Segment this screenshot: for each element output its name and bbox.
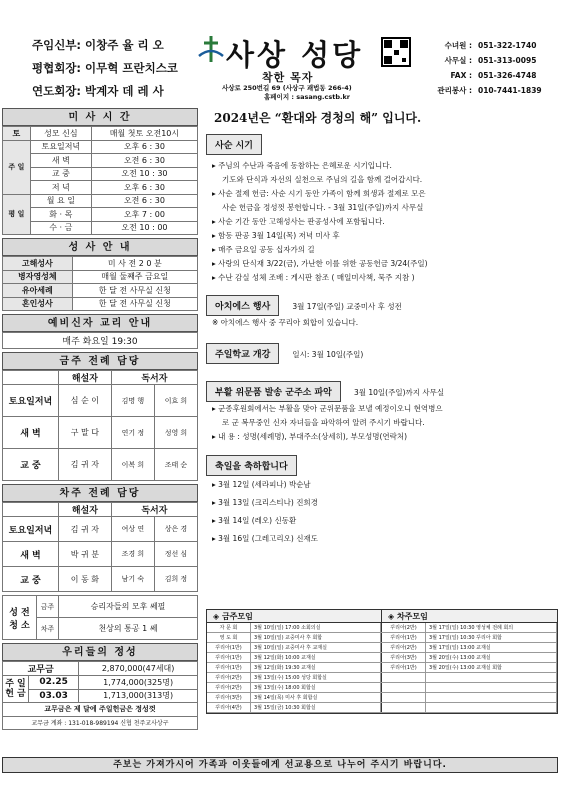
table-row — [207, 663, 557, 673]
meeting-group: 꾸리아(2반) — [207, 673, 251, 682]
this-week-meetings-title: ◈ 금주모임 — [207, 610, 382, 622]
lent-section — [206, 133, 558, 285]
next-week-meetings-title: ◈ 차주모임 — [388, 612, 428, 621]
bullet-icon: ▸ — [212, 480, 219, 489]
achies-title: 아치에스 행사 — [206, 295, 279, 316]
achies-sub: ※ 아치에스 행사 중 꾸리아 회합이 있습니다. — [212, 318, 359, 327]
list-item: ▸ 3월 13일 (크리스티나) 진희경 — [212, 498, 318, 507]
bullet-icon: ▸ — [212, 231, 219, 240]
address: 사상로 250번길 69 (사상구 괘법동 266-4) — [222, 84, 352, 92]
year-banner: 2024년은 “환대와 경청의 해” 입니다. — [214, 111, 422, 125]
bullet-icon: ▸ — [212, 259, 219, 268]
bullet-icon: ▸ — [212, 404, 219, 413]
table-row — [207, 653, 557, 663]
bullet-icon: ▸ — [212, 516, 219, 525]
military-body — [206, 402, 558, 444]
bullet-icon: ▸ — [212, 161, 219, 170]
pastor: 주임신부: 이창주 율 리 오 — [32, 38, 164, 52]
feast-section — [206, 454, 558, 548]
feast-body — [206, 476, 558, 548]
meeting-time — [426, 683, 557, 692]
meeting-time — [426, 703, 557, 712]
list-item: ▸ 군종후원회에서는 부활을 맞아 군위문품을 보낼 예정이오니 현역병으 — [212, 404, 443, 413]
table-row — [207, 683, 557, 693]
meeting-time: 3월 12일(화) 10:00 교재실 — [251, 653, 381, 662]
contacts: 수녀원 : 051-322-1740 사무실 : 051-313-0095 FAX : 051-326-4748 관리봉사 : 010-7441-1839 — [432, 38, 542, 98]
table-row — [207, 693, 557, 703]
bullet-icon: ▸ — [212, 217, 219, 226]
meeting-group — [382, 683, 426, 692]
council-chair: 평협회장: 이무혁 프란치스코 — [32, 61, 178, 75]
sacraments-table: 고해성사 미 사 전 2 0 분 병자영성체 매월 둘째주 금요일 유아세례 한 달 전 사무실 신청 혼인성사 한 달 전 사무실 신청 — [2, 256, 198, 311]
meetings-table — [206, 609, 558, 714]
meeting-time: 3월 14일(목) 미사 후 회합실 — [251, 693, 381, 702]
meeting-time: 3월 10일(일) 17:00 소회의실 — [251, 623, 381, 632]
meeting-time: 3월 17일(일) 10:30 꾸리아 회합 — [426, 633, 557, 642]
sunday-duty-table: 해설자 독서자 토요일저녁 심 순 이 김명 행 이효 희 새 벽 구 말 다 연기 정 성영 희 교 중 김 귀 자 이복 희 조태 순 — [2, 370, 198, 481]
lent-body — [206, 159, 558, 285]
bullet-icon: ▸ — [212, 534, 219, 543]
school-title: 주일학교 개강 — [206, 343, 279, 364]
list-item: ▸ 함동 판공 3월 14일(목) 저녁 미사 후 — [212, 231, 340, 240]
footer-note: 주보는 가져가시어 가족과 이웃들에게 선교용으로 나누어 주시기 바랍니다. — [2, 757, 558, 773]
list-item: ▸ 사순 절제 헌금: 사순 시기 동안 가족이 함께 희생과 절제로 모은 — [212, 189, 426, 198]
military-section — [206, 380, 558, 444]
bullet-icon: ▸ — [212, 432, 219, 441]
staff-list — [32, 34, 178, 103]
church-logo-icon — [196, 34, 226, 64]
offering-title: 우리들의 정성 — [2, 643, 198, 661]
list-item: ▸ 사랑의 단식재 3/22(금), 가난한 이를 위한 공동헌금 3/24(주일) — [212, 259, 428, 268]
table-row — [207, 643, 557, 653]
next-duty-table: 해설자 독서자 토요일저녁 김 귀 자 여상 연 상은 경 새 벽 박 귀 분 조경 희 정선 심 교 중 이 동 화 남기 숙 김희 정 — [2, 502, 198, 592]
table-row — [207, 623, 557, 633]
meeting-group — [382, 703, 426, 712]
meeting-time: 3월 17일(일) 10:30 영성체 전례 회의 — [426, 623, 557, 632]
bullet-icon: ▸ — [212, 273, 219, 282]
meeting-time: 3월 15일(금) 10:30 회합실 — [251, 703, 381, 712]
table-row — [207, 673, 557, 683]
bullet-icon: ▸ — [212, 189, 219, 198]
table-row — [207, 633, 557, 643]
list-item: 사순 헌금을 정성껏 봉헌합니다. - 3월 31일(주일)까지 사무실 — [222, 203, 424, 212]
meeting-time — [426, 693, 557, 702]
meeting-group — [382, 673, 426, 682]
header — [0, 0, 568, 105]
school-note: 일시: 3월 10일(주일) — [292, 350, 364, 359]
meeting-group: 꾸리아(1반) — [207, 643, 251, 652]
sunday-duty-title: 금주 전례 담당 — [2, 352, 198, 370]
sacraments-title: 성 사 안 내 — [2, 238, 198, 256]
meeting-time — [426, 673, 557, 682]
meeting-group: 꾸리아(2반) — [382, 623, 426, 632]
bullet-icon: ▸ — [212, 245, 219, 254]
list-item: ▸ 내 용 : 성명(세례명), 부대주소(상세히), 부모성명(연락처) — [212, 432, 408, 441]
meeting-group: 꾸리아(4반) — [207, 703, 251, 712]
phone-convent: 051-322-1740 — [478, 41, 537, 50]
list-item: ▸ 매주 금요일 공동 십자가의 길 — [212, 245, 315, 254]
feast-title: 축일을 축하합니다 — [206, 455, 297, 476]
right-column — [206, 108, 558, 548]
meeting-group — [382, 693, 426, 702]
school-section — [206, 342, 558, 364]
meeting-time: 3월 10일(일) 교중미사 후 회합 — [251, 633, 381, 642]
achies-section — [206, 294, 558, 330]
meeting-time: 3월 17일(일) 13:00 교재실 — [426, 643, 557, 652]
homepage[interactable]: 홈페이지 : sasang.cstb.kr — [264, 93, 350, 101]
phone-office: 051-313-0095 — [478, 56, 537, 65]
next-duty-title: 차주 전례 담당 — [2, 484, 198, 502]
left-column — [2, 108, 198, 730]
military-note: 3월 10일(주일)까지 사무실 — [353, 388, 445, 397]
meeting-time: 3월 13일(수) 15:00 성당 회합실 — [251, 673, 381, 682]
meeting-time: 3월 20일(수) 13:00 교재실 회합 — [426, 663, 557, 672]
list-item: ▸ 사순 기간 동안 고해성사는 판공성사에 포함됩니다. — [212, 217, 385, 226]
meeting-group: 꾸리아(1반) — [382, 633, 426, 642]
list-item: ▸ 3월 14일 (레오) 신동환 — [212, 516, 297, 525]
phone-manager: 010-7441-1839 — [478, 86, 542, 95]
fax: 051-326-4748 — [478, 71, 537, 80]
list-item: ▸ 3월 12일 (세라피나) 박순남 — [212, 480, 311, 489]
meeting-group: 꾸리아(3반) — [207, 693, 251, 702]
meeting-group: 꾸리아(1반) — [207, 663, 251, 672]
catechumen-table: 매주 화요일 19:30 — [2, 332, 198, 349]
memorial-chair: 연도회장: 박계자 데 레 사 — [32, 84, 164, 98]
mass-title: 미 사 시 간 — [2, 108, 198, 126]
meeting-time: 3월 20일(수) 13:00 교재실 — [426, 653, 557, 662]
meeting-group: 영 도 회 — [207, 633, 251, 642]
meeting-time: 3월 12일(화) 19:30 교재실 — [251, 663, 381, 672]
list-item: 로 군 복무중인 신자 자녀들을 파악하여 알려 주시기 바랍니다. — [222, 418, 425, 427]
list-item: ▸ 수난 감실 성체 조배 : 게시판 참조 ( 매일미사책, 묵주 지참 ) — [212, 273, 415, 282]
qr-code-icon[interactable] — [381, 37, 411, 67]
meeting-group: 꾸리아(1반) — [382, 663, 426, 672]
military-title: 부활 위문품 발송 군주소 파악 — [206, 381, 341, 402]
table-row — [207, 703, 557, 713]
catechumen-title: 예비신자 교리 안내 — [2, 314, 198, 332]
bullet-icon: ▸ — [212, 498, 219, 507]
mass-table: 토 성모 신심 매월 첫토 오전10시 주 일 토요일저녁 오후 6 : 30 새 벽 오전 6 : 30 교 중 오전 10 : 30 저 녁 오후 6 : 30 평 일 월 요 일 오전 6 : 30 화 · 목 오후 7 : 00 수 · 금 오전 10 : 00 — [2, 126, 198, 235]
meeting-group: 꾸리아(3반) — [382, 653, 426, 662]
meeting-group: 꾸리아(2반) — [382, 643, 426, 652]
achies-note: 3월 17일(주일) 교중미사 후 성전 — [292, 302, 402, 311]
meeting-group: 꾸리아(1반) — [207, 653, 251, 662]
offering-table: 교무금 2,870,000(47세대) 주 일 헌 금 02.25 1,774,000(325명) 03.03 1,713,000(313명) 교무금은 제 달에 주일헌금은 정성껏 교무금 계좌 : 131-018-989194 신협 천주교사상구 — [2, 661, 198, 730]
cleaning-table: 성 전 청 소 금주 승리자들의 모후 쎄필 차주 천상의 통공 1 쎄 — [2, 595, 198, 640]
meeting-group: 꾸리아(2반) — [207, 683, 251, 692]
list-item: 기도와 단식과 자선의 실천으로 주님의 길을 함께 걸어갑시다. — [222, 175, 423, 184]
meeting-time: 3월 13일(수) 18:00 회합실 — [251, 683, 381, 692]
motto: 착한 목자 — [262, 71, 314, 84]
meeting-group: 자 문 회 — [207, 623, 251, 632]
parish-title: 사상 성당 — [226, 38, 364, 72]
list-item: ▸ 3월 16일 (그레고리오) 신재도 — [212, 534, 318, 543]
meeting-time: 3월 10일(일) 교중미사 후 교재실 — [251, 643, 381, 652]
list-item: ▸ 주님의 수난과 죽음에 동참하는 은혜로운 시기입니다. — [212, 161, 392, 170]
lent-title: 사순 시기 — [206, 134, 262, 155]
